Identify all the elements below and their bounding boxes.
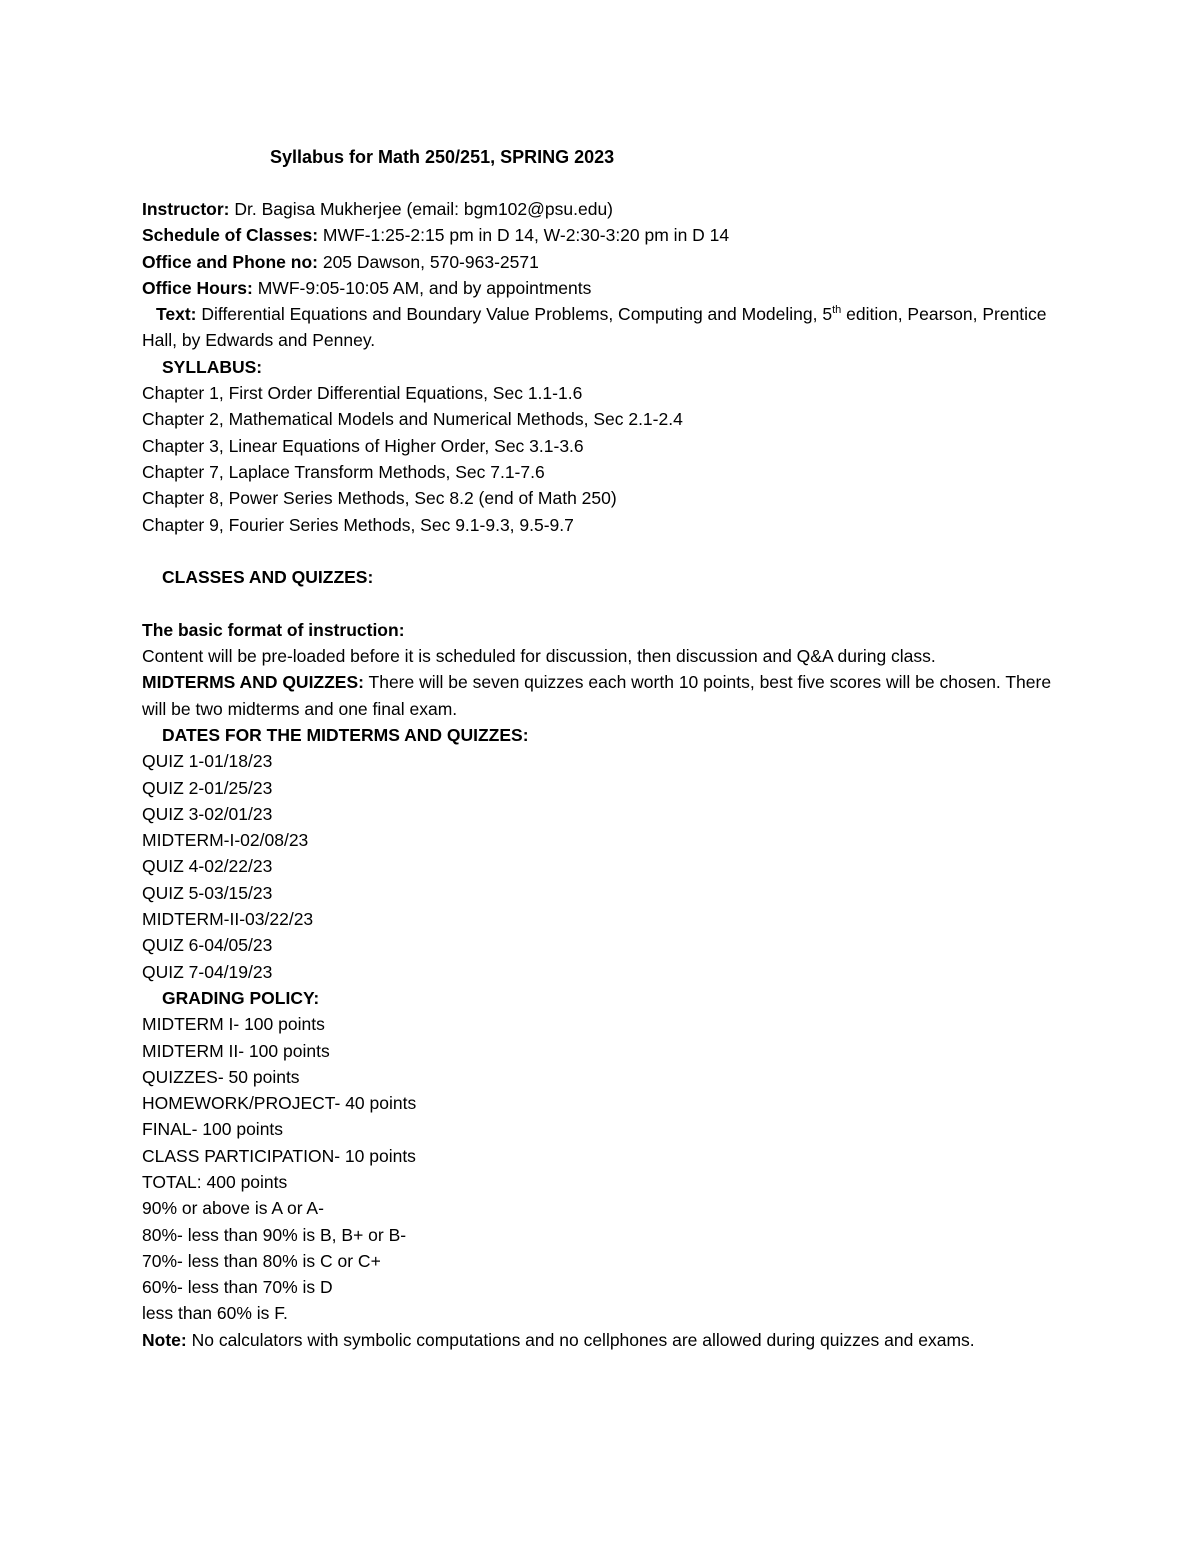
spacer [142, 590, 1062, 616]
format-body: Content will be pre-loaded before it is scheduled for discussion, then discussion and Q&A during class. [142, 646, 936, 667]
note-paragraph [142, 1327, 1062, 1353]
text-value-part2: edition, Pearson, Prentice Hall, by Edwards and Penney. [142, 304, 1047, 351]
grading-item: HOMEWORK/PROJECT- 40 points [142, 1093, 417, 1114]
office-phone-label: Office and Phone no: [142, 251, 318, 272]
grading-item: less than 60% is F. [142, 1303, 288, 1324]
text-value-part1: Differential Equations and Boundary Value Problems, Computing and Modeling, 5 [196, 304, 833, 325]
date-item: MIDTERM-II-03/22/23 [142, 909, 314, 930]
text-line [142, 301, 1062, 354]
office-hours-line [142, 275, 1062, 301]
instructor-label: Instructor: [142, 199, 230, 219]
office-phone-line [142, 249, 1062, 275]
spacer [142, 538, 1062, 564]
text-edition-sup: th [832, 304, 842, 317]
grading-item: 80%- less than 90% is B, B+ or B- [142, 1224, 407, 1245]
midterms-quizzes-label: MIDTERMS AND QUIZZES: [142, 672, 364, 693]
midterms-quizzes-paragraph [142, 669, 1062, 722]
chapter-item: Chapter 9, Fourier Series Methods, Sec 9.1-9.3, 9.5-9.7 [142, 514, 574, 535]
date-item: QUIZ 7-04/19/23 [142, 961, 273, 982]
office-hours-value: MWF-9:05-10:05 AM, and by appointments [252, 277, 592, 298]
grading-item: 60%- less than 70% is D [142, 1277, 333, 1298]
grading-item: 90% or above is A or A- [142, 1198, 324, 1219]
date-item: QUIZ 4-02/22/23 [142, 856, 273, 877]
grading-item: MIDTERM II- 100 points [142, 1040, 330, 1061]
date-item: QUIZ 1-01/18/23 [142, 751, 273, 772]
date-item: MIDTERM-I-02/08/23 [142, 830, 309, 851]
classes-quizzes-heading: CLASSES AND QUIZZES: [162, 567, 374, 588]
format-heading: The basic format of instruction: [142, 619, 405, 640]
schedule-label: Schedule of Classes: [142, 225, 319, 246]
office-phone-value: 205 Dawson, 570-963-2571 [317, 251, 539, 272]
grading-item: CLASS PARTICIPATION- 10 points [142, 1145, 416, 1166]
schedule-value: MWF-1:25-2:15 pm in D 14, W-2:30-3:20 pm in D 14 [318, 225, 730, 246]
chapter-item: Chapter 2, Mathematical Models and Numerical Methods, Sec 2.1-2.4 [142, 409, 683, 430]
grading-heading: GRADING POLICY: [162, 987, 320, 1008]
note-body: No calculators with symbolic computations and no cellphones are allowed during quizzes and exams. [186, 1329, 975, 1350]
grading-item: FINAL- 100 points [142, 1119, 284, 1140]
date-item: QUIZ 3-02/01/23 [142, 803, 273, 824]
instructor-value: Dr. Bagisa Mukherjee (email: bgm102@psu.edu) [229, 199, 614, 219]
text-label: Text: [156, 304, 197, 325]
syllabus-heading: SYLLABUS: [162, 356, 263, 377]
date-item: QUIZ 2-01/25/23 [142, 777, 273, 798]
chapter-item: Chapter 7, Laplace Transform Methods, Sec 7.1-7.6 [142, 461, 545, 482]
chapter-item: Chapter 1, First Order Differential Equations, Sec 1.1-1.6 [142, 383, 583, 404]
chapter-item: Chapter 8, Power Series Methods, Sec 8.2 (end of Math 250) [142, 488, 617, 509]
dates-heading: DATES FOR THE MIDTERMS AND QUIZZES: [162, 724, 529, 745]
grading-item: 70%- less than 80% is C or C+ [142, 1250, 381, 1271]
note-label: Note: [142, 1329, 187, 1350]
date-item: QUIZ 5-03/15/23 [142, 882, 273, 903]
schedule-line [142, 222, 1062, 248]
office-hours-label: Office Hours: [142, 277, 253, 298]
grading-item: MIDTERM I- 100 points [142, 1014, 325, 1035]
grading-item: TOTAL: 400 points [142, 1171, 288, 1192]
document-title: Syllabus for Math 250/251, SPRING 2023 [270, 147, 615, 167]
midterms-quizzes-body: There will be seven quizzes each worth 10 points, best five scores will be chosen. There will be two midterms and one final exam. [142, 672, 1052, 719]
document-body [142, 196, 1062, 1353]
chapter-item: Chapter 3, Linear Equations of Higher Order, Sec 3.1-3.6 [142, 435, 584, 456]
date-item: QUIZ 6-04/05/23 [142, 935, 273, 956]
grading-item: QUIZZES- 50 points [142, 1066, 300, 1087]
instructor-line [142, 196, 1062, 222]
